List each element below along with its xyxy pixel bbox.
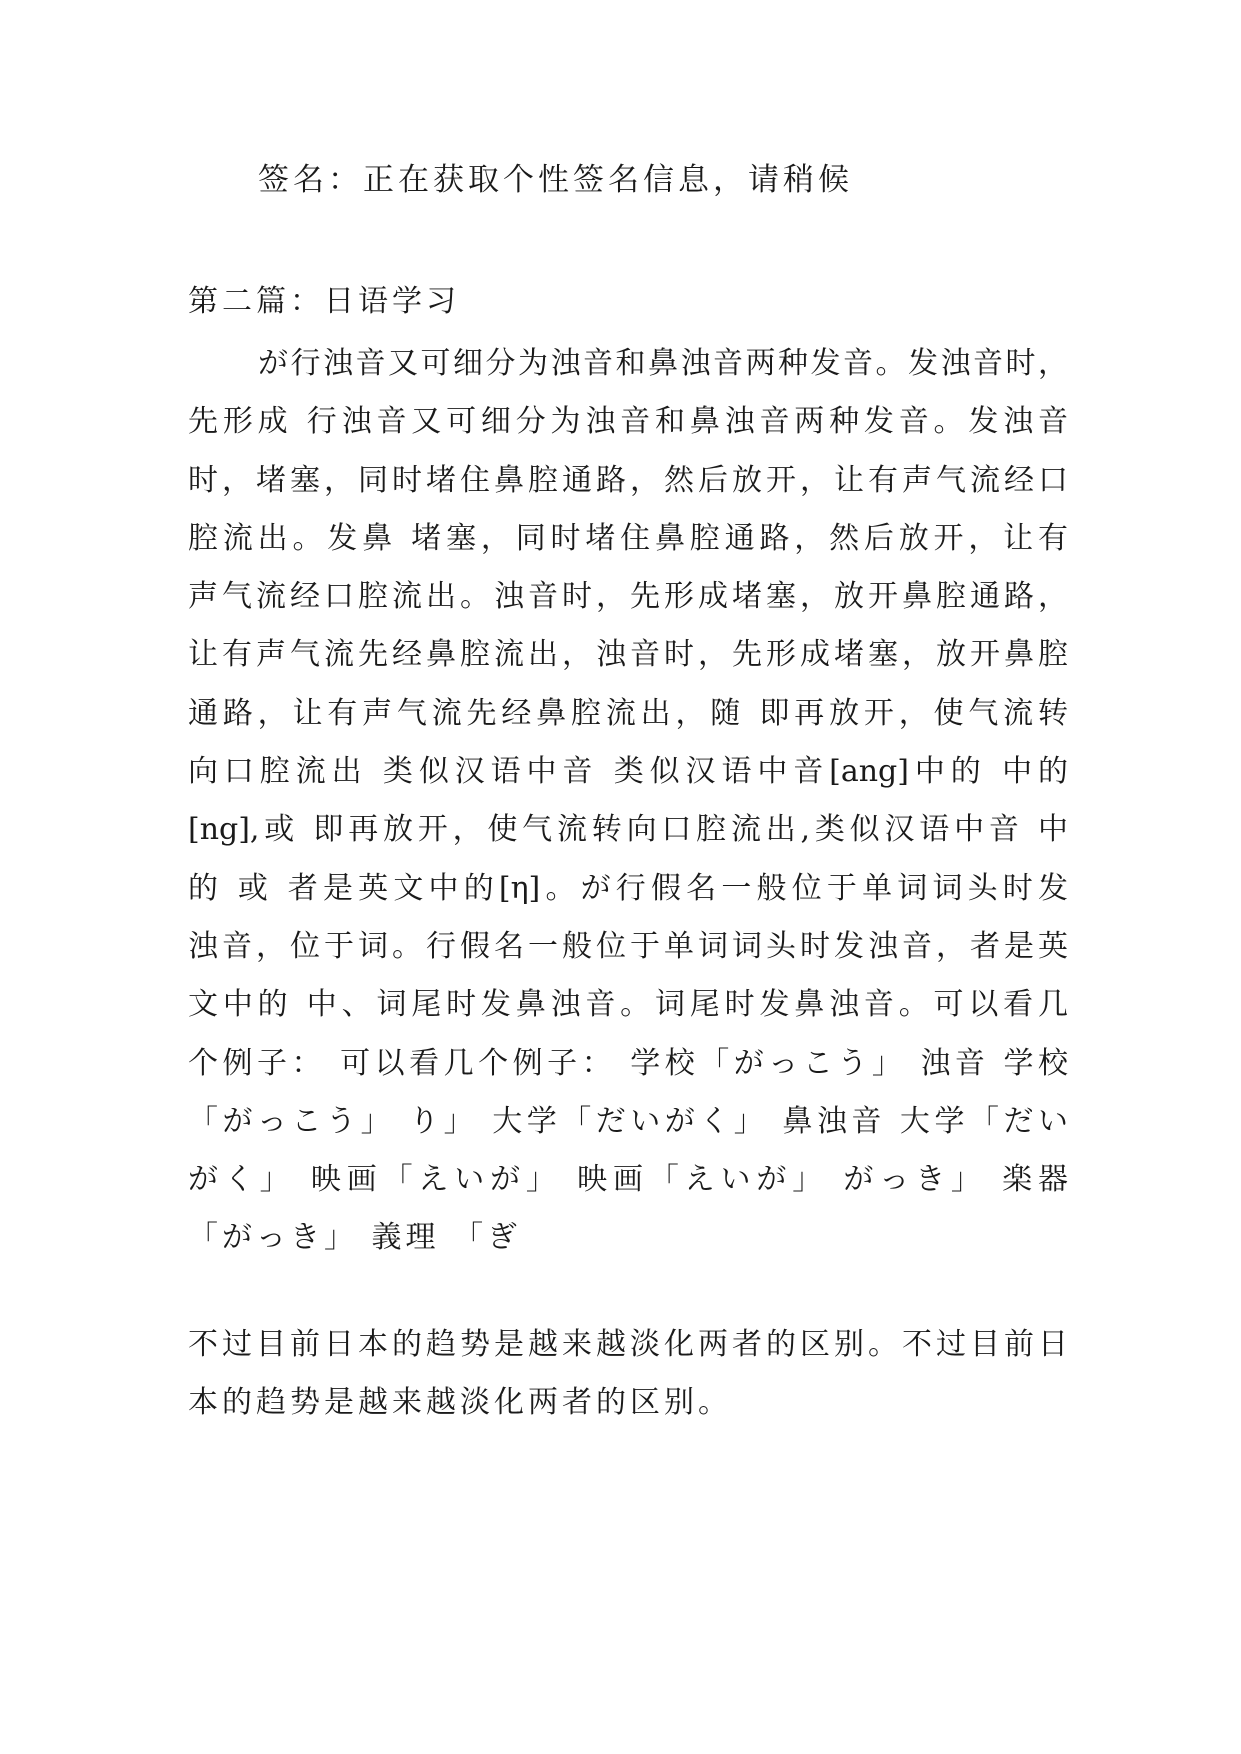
paragraph-line: 让有声气流先经鼻腔流出，浊音时，先形成堵塞，放开鼻腔 [188, 637, 1068, 673]
paragraph-line: 向口腔流出 类似汉语中音 类似汉语中音[ang]中的 中的 [188, 754, 1068, 790]
paragraph-line: 通路，让有声气流先经鼻腔流出，随 即再放开，使气流转 [188, 695, 1068, 731]
paragraph-line: 先形成 行浊音又可细分为浊音和鼻浊音两种发音。发浊音 [188, 404, 1068, 440]
paragraph-line: 「がっこう」 り」 大学「だいがく」 鼻浊音 大学「だい [188, 1103, 1068, 1139]
paragraph-line: 文中的 中、词尾时发鼻浊音。词尾时发鼻浊音。可以看几 [188, 987, 1068, 1023]
conclusion-line: 本的趋势是越来越淡化两者的区别。 [188, 1385, 732, 1421]
paragraph-line: 个例子： 可以看几个例子： 学校「がっこう」 浊音 学校 [188, 1045, 1068, 1081]
paragraph-line: 声气流经口腔流出。浊音时，先形成堵塞，放开鼻腔通路， [188, 579, 1068, 615]
paragraph-line: 腔流出。发鼻 堵塞，同时堵住鼻腔通路，然后放开，让有 [188, 520, 1068, 556]
paragraph-line: [ng],或 即再放开，使气流转向口腔流出,类似汉语中音 中 [188, 812, 1068, 848]
paragraph-line: がく」 映画「えいが」 映画「えいが」 がっき」 楽器 [188, 1162, 1068, 1198]
paragraph-line: 「がっき」 義理 「ぎ [188, 1220, 522, 1256]
paragraph-line: が行浊音又可细分为浊音和鼻浊音两种发音。发浊音时， [258, 346, 1068, 381]
body-paragraph [188, 335, 1068, 1268]
paragraph-line: 时，堵塞，同时堵住鼻腔通路，然后放开，让有声气流经口 [188, 462, 1068, 498]
signature-line: 签名：正在获取个性签名信息，请稍候 [258, 162, 853, 198]
paragraph-line: 的 或 者是英文中的[η]。が行假名一般位于单词词头时发 [188, 870, 1068, 906]
conclusion-line: 不过目前日本的趋势是越来越淡化两者的区别。不过目前日 [188, 1327, 1068, 1362]
conclusion-paragraph [188, 1316, 1068, 1433]
paragraph-line: 浊音，位于词。行假名一般位于单词词头时发浊音，者是英 [188, 928, 1068, 964]
section-heading: 第二篇：日语学习 [188, 284, 460, 319]
